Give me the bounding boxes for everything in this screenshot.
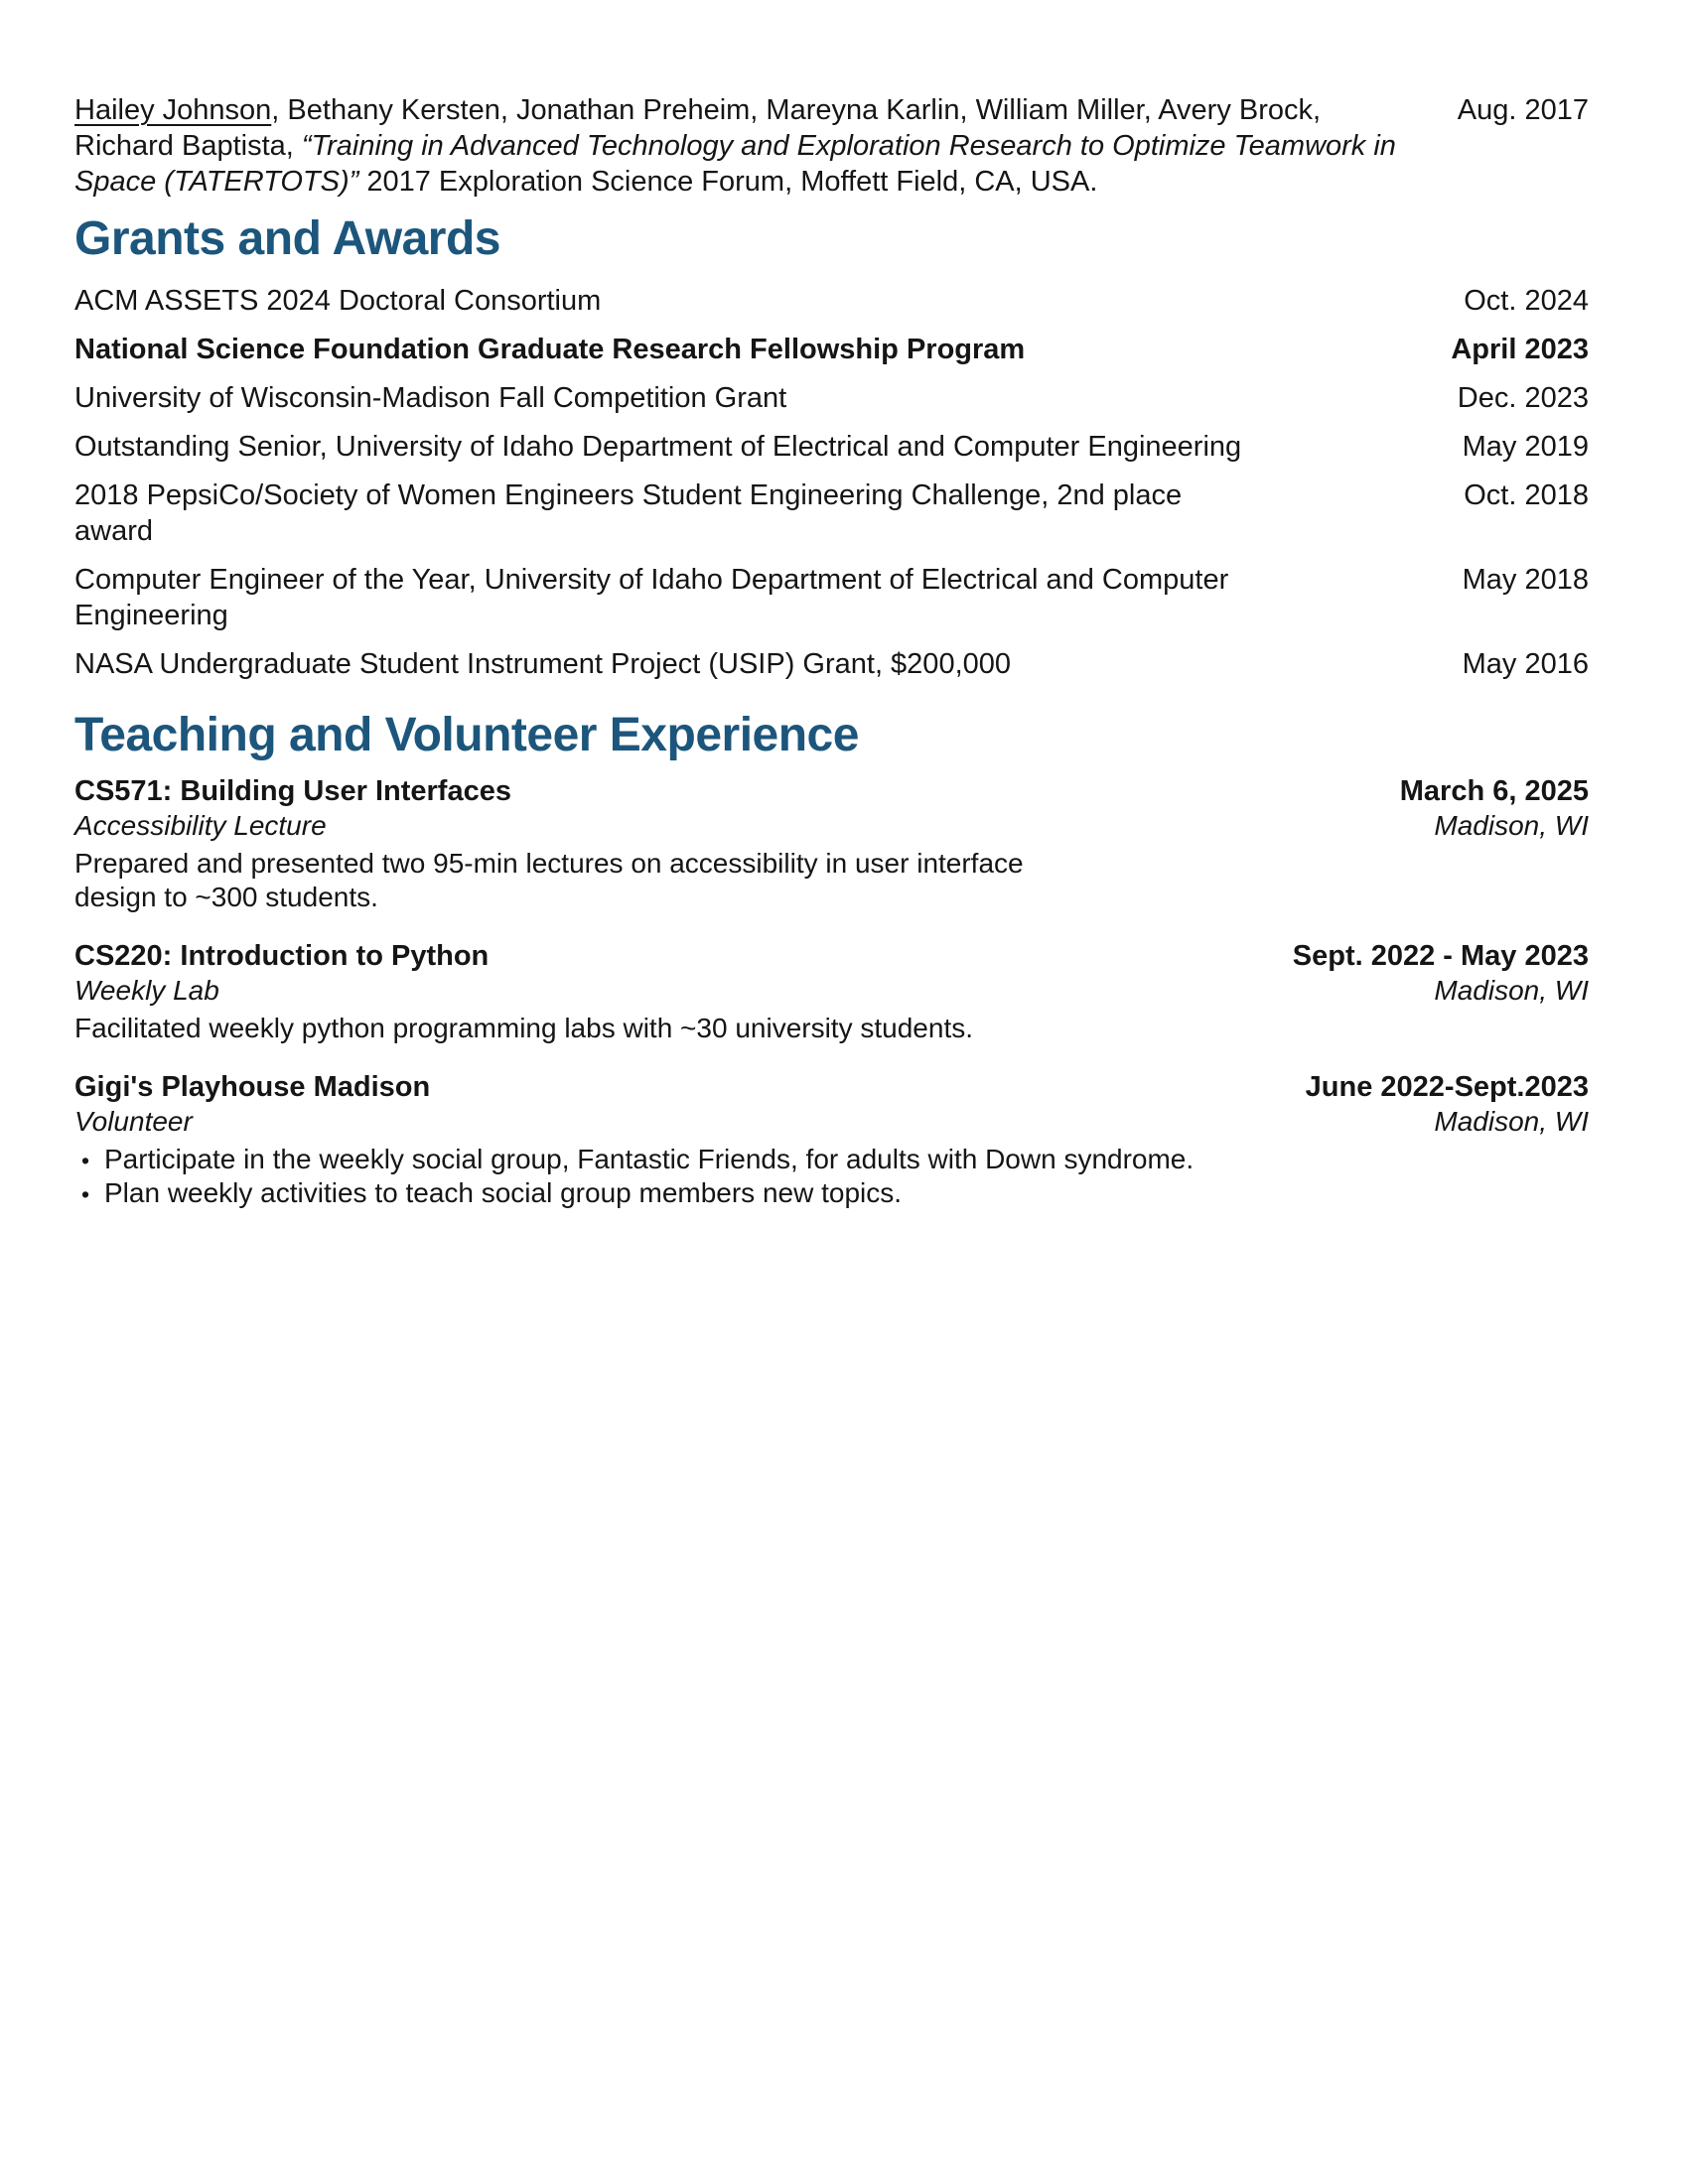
grant-label: University of Wisconsin-Madison Fall Competition Grant — [74, 382, 787, 414]
entry-location: Madison, WI — [1434, 975, 1589, 1006]
entry-date: Sept. 2022 - May 2023 — [1292, 940, 1589, 972]
citation-authors: , Bethany Kersten, Jonathan Preheim, Mareyna Karlin, William Miller, Avery Brock, Richard Baptista, — [74, 94, 1322, 162]
entry-header — [74, 773, 1589, 809]
grant-row — [74, 562, 1589, 633]
entry-meta — [74, 974, 1589, 1008]
grant-date: April 2023 — [1451, 334, 1589, 365]
teaching-entry — [74, 938, 1589, 1045]
grant-label: Outstanding Senior, University of Idaho Department of Electrical and Computer Engineering — [74, 431, 1242, 463]
grant-date: Dec. 2023 — [1457, 382, 1589, 414]
teaching-entry — [74, 773, 1589, 914]
entry-meta — [74, 809, 1589, 843]
publication-citation — [74, 92, 1589, 200]
grant-date: May 2016 — [1462, 648, 1589, 680]
citation-text — [74, 92, 1410, 200]
teaching-section-title: Teaching and Volunteer Experience — [74, 709, 859, 761]
entry-header — [74, 938, 1589, 974]
entry-bullet: • Participate in the weekly social group, Fantastic Friends, for adults with Down syndrome. — [74, 1143, 1589, 1176]
citation-paper-title: “Training in Advanced Technology and Exploration Research to Optimize Teamwork in Space (TATERTOTS)” — [74, 130, 1396, 198]
grant-row — [74, 646, 1589, 682]
grant-row — [74, 478, 1589, 549]
entry-location: Madison, WI — [1434, 810, 1589, 841]
entry-bullet-list — [74, 1143, 1589, 1210]
citation-date: Aug. 2017 — [1457, 94, 1589, 126]
grants-section-title: Grants and Awards — [74, 212, 500, 265]
entry-role: Accessibility Lecture — [74, 810, 327, 841]
entry-date: March 6, 2025 — [1399, 775, 1589, 807]
entry-description: Facilitated weekly python programming labs with ~30 university students. — [74, 1013, 973, 1043]
entry-date: June 2022-Sept.2023 — [1305, 1071, 1589, 1103]
grant-date: May 2018 — [1462, 564, 1589, 596]
grant-label: National Science Foundation Graduate Research Fellowship Program — [74, 334, 1026, 365]
grant-date: May 2019 — [1462, 431, 1589, 463]
entry-name: CS220: Introduction to Python — [74, 940, 490, 972]
citation-venue: 2017 Exploration Science Forum, Moffett Field, CA, USA. — [358, 166, 1098, 198]
entry-description: Prepared and presented two 95-min lectures on accessibility in user interface design to ~300 students. — [74, 848, 1024, 912]
entry-bullet: • Plan weekly activities to teach social group members new topics. — [74, 1176, 1589, 1210]
grant-row — [74, 380, 1589, 416]
grant-label: 2018 PepsiCo/Society of Women Engineers Student Engineering Challenge, 2nd place award — [74, 479, 1183, 547]
grant-label: Computer Engineer of the Year, University of Idaho Department of Electrical and Computer Engineering — [74, 564, 1229, 631]
grant-date: Oct. 2024 — [1464, 285, 1589, 317]
entry-location: Madison, WI — [1434, 1106, 1589, 1137]
entry-role: Volunteer — [74, 1106, 193, 1137]
grant-row — [74, 429, 1589, 465]
grant-date: Oct. 2018 — [1464, 479, 1589, 511]
grant-row — [74, 283, 1589, 319]
entry-name: Gigi's Playhouse Madison — [74, 1071, 431, 1103]
citation-author-highlight: Hailey Johnson — [74, 94, 272, 126]
entry-meta — [74, 1105, 1589, 1139]
entry-name: CS571: Building User Interfaces — [74, 775, 511, 807]
entry-header — [74, 1069, 1589, 1105]
grant-label: NASA Undergraduate Student Instrument Project (USIP) Grant, $200,000 — [74, 648, 1012, 680]
grant-label: ACM ASSETS 2024 Doctoral Consortium — [74, 285, 602, 317]
grant-row — [74, 332, 1589, 367]
entry-role: Weekly Lab — [74, 975, 219, 1006]
teaching-entry — [74, 1069, 1589, 1210]
